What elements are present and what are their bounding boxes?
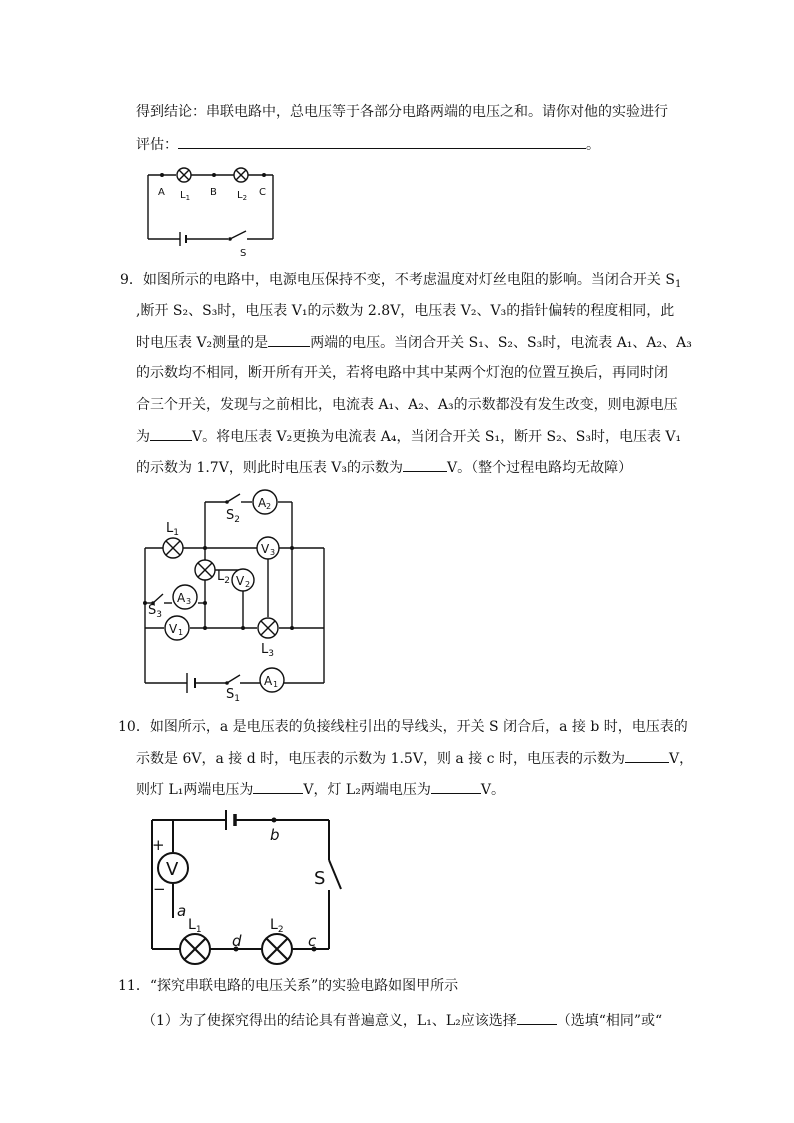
figure-voltmeter-circuit (142, 808, 342, 958)
q9-line-7: 的示数为 1.7V，则此时电压表 V₃的示数为 V。（整个过程电路均无故障） (136, 457, 632, 478)
node-C-label: C (259, 187, 266, 198)
svg-text:V: V (166, 859, 179, 880)
svg-text:V: V (169, 622, 178, 636)
voltmeter-icon (158, 853, 188, 883)
q10-answer-blank-2[interactable] (253, 779, 303, 794)
minus-terminal-label: − (153, 880, 166, 898)
ammeter-A3-icon (173, 585, 197, 609)
voltmeter-V3-icon (257, 537, 279, 559)
switch-S-label: S (314, 868, 326, 889)
lamp-L1-icon (180, 934, 210, 964)
conclusion-line-1 (136, 102, 668, 122)
lamp-L1-icon (163, 538, 183, 558)
q9-line-1: 9．如图所示的电路中，电源电压保持不变，不考虑温度对灯丝电阻的影响。当闭合开关 $S_1$ (120, 272, 682, 290)
plus-terminal-label: + (152, 836, 165, 854)
switch-S-label: S (240, 248, 247, 259)
ammeter-A2-icon (253, 490, 277, 514)
figure-complex-circuit (140, 490, 330, 704)
svg-text:A: A (177, 591, 186, 605)
q9-line-6: 为 V。将电压表 V₂更换为电流表 A₄，当闭合开关 S₁，断开 S₂、S₃时，电压表 V₁ (136, 426, 681, 447)
q10-line-3: 则灯 L₁两端电压为 V，灯 L₂两端电压为 V。 (136, 779, 505, 800)
node-B-label: B (210, 187, 217, 198)
q10-line-1: 10．如图所示，a 是电压表的负接线柱引出的导线头，开关 S 闭合后，a 接 b 时，电压表的 (118, 719, 688, 735)
svg-text:2: 2 (245, 580, 251, 589)
lamp-L3-label: $L_3$ (261, 642, 274, 659)
node-c-label: c (308, 932, 317, 950)
q9-answer-blank-2[interactable] (150, 426, 192, 441)
svg-text:A: A (258, 496, 267, 510)
q10-answer-blank-1[interactable] (625, 748, 669, 763)
node-b-label: b (270, 826, 280, 844)
switch-S1-icon (225, 675, 240, 685)
conclusion-line-2: 评估： 。 (136, 134, 600, 155)
lamp-L1-label: $L_1$ (180, 190, 191, 202)
evaluation-answer-blank[interactable] (178, 134, 586, 149)
q9-line-2: ,断开 S₂、S₃时，电压表 V₁的示数为 2.8V，电压表 V₂、V₃的指针偏转的程度相同，此 (136, 303, 675, 319)
battery-icon (226, 810, 235, 830)
lamp-L2-icon (234, 168, 248, 182)
q9-answer-blank-3[interactable] (403, 457, 447, 472)
svg-text:V: V (236, 574, 245, 588)
svg-text:1: 1 (178, 628, 184, 637)
svg-text:1: 1 (273, 680, 279, 689)
node-a-label: a (177, 902, 187, 920)
lamp-L2-label: $L_2$ (237, 190, 248, 202)
q10-answer-blank-3[interactable] (431, 779, 481, 794)
lamp-L3-icon (258, 618, 278, 638)
q11-line-1: 11．“探究串联电路的电压关系”的实验电路如图甲所示 (118, 978, 459, 994)
lamp-L2-label: $L_2$ (270, 917, 284, 935)
svg-text:V: V (261, 542, 270, 556)
battery-icon (180, 232, 186, 246)
node-A-label: A (158, 187, 165, 198)
lamp-L2-icon (262, 934, 292, 964)
switch-S2-icon (225, 494, 240, 504)
lamp-L1-label: $L_1$ (188, 917, 202, 935)
voltmeter-V2-icon (232, 569, 254, 591)
switch-S1-label: $S_1$ (226, 687, 240, 704)
q11-line-2: （1）为了使探究得出的结论具有普遍意义，L₁、L₂应该选择 （选填“相同”或“ (142, 1010, 662, 1031)
q11-answer-blank-1[interactable] (517, 1010, 557, 1025)
switch-S-icon (329, 860, 341, 889)
switch-S2-label: $S_2$ (226, 508, 240, 525)
conclusion-text: 得到结论：串联电路中，总电压等于各部分电路两端的电压之和。请你对他的实验进行 (136, 104, 668, 120)
node-d-label: d (232, 932, 242, 950)
q10-line-2: 示数是 6V，a 接 d 时，电压表的示数为 1.5V，则 a 接 c 时，电压表的示数为 V， (136, 748, 693, 769)
svg-text:2: 2 (266, 502, 272, 511)
lamp-L2-label: $L_2$ (217, 569, 230, 586)
switch-S3-label: $S_3$ (148, 603, 162, 620)
svg-text:3: 3 (270, 548, 276, 557)
ammeter-A1-icon (260, 668, 284, 692)
figure-series-circuit (140, 165, 280, 259)
switch-S-icon (228, 231, 246, 241)
evaluation-label: 评估： (136, 137, 178, 153)
lamp-L1-icon (177, 168, 191, 182)
q9-answer-blank-1[interactable] (268, 332, 310, 347)
battery-icon (187, 673, 195, 693)
svg-text:A: A (264, 674, 273, 688)
voltmeter-V1-icon (165, 616, 189, 640)
q9-line-3: 时电压表 V₂测量的是 两端的电压。当闭合开关 S₁、S₂、S₃时，电流表 A₁、A₂、A₃ (136, 332, 692, 353)
q9-line-4: 的示数均不相同，断开所有开关，若将电路中其中某两个灯泡的位置互换后，再同时闭 (136, 365, 668, 381)
lamp-L1-label: $L_1$ (166, 521, 179, 538)
lamp-L2-icon (195, 560, 215, 580)
q9-line-5: 合三个开关，发现与之前相比，电流表 A₁、A₂、A₃的示数都没有发生改变，则电源电压 (136, 397, 678, 413)
svg-text:3: 3 (186, 597, 192, 606)
